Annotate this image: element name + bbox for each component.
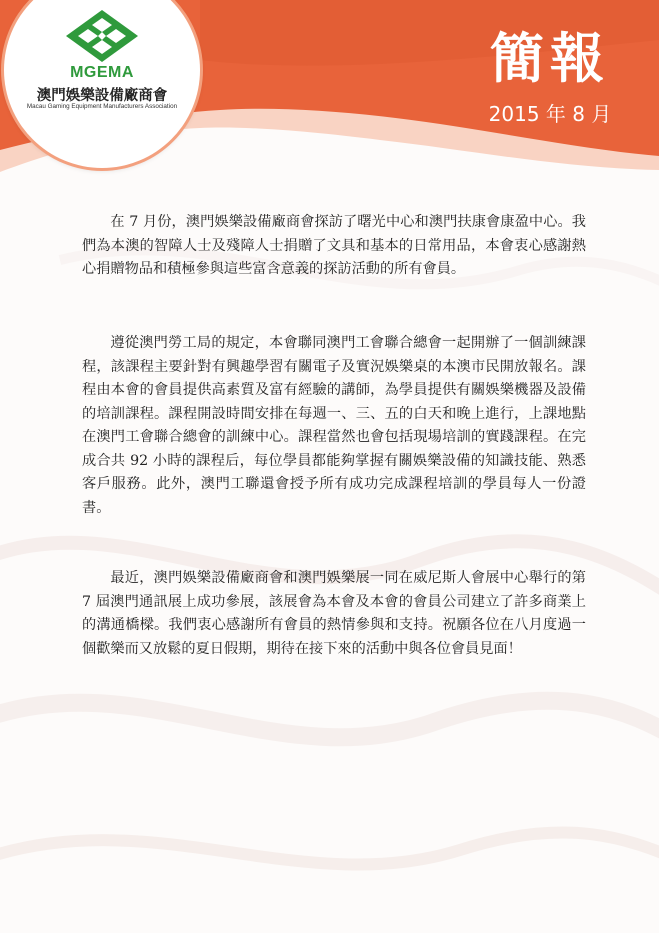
page-title: 簡報: [490, 27, 610, 90]
logo-acronym: MGEMA: [70, 64, 134, 81]
mgema-logo-icon: [66, 10, 138, 62]
logo-name-chinese: 澳門娛樂設備廠商會: [36, 88, 168, 104]
paragraph-training-course: 遵從澳門勞工局的規定，本會聯同澳門工會聯合總會一起開辦了一個訓練課程，該課程主要針對有興趣學習有關電子及實況娛樂桌的本澳市民開放報名。課程由本會的會員提供高素質及富有經驗的講師，為學員提供有關娛樂機器及設備的培訓課程。課程開設時間安排在每週一、三、五的白天和晚上進行，上課地點在澳門工會聯合總會的訓練中心。課程當然也會包括現場培訓的實踐課程。在完成合共 92 小時的課程后，每位學員都能夠掌握有關娛樂設備的知識技能、熟悉客戶服務。此外，澳門工聯還會授予所有成功完成課程培訓的學員每人一份證書。: [82, 335, 586, 516]
logo-name-english: Macau Gaming Equipment Manufacturers Association: [26, 103, 178, 110]
paragraph-exhibition: 最近，澳門娛樂設備廠商會和澳門娛樂展一同在威尼斯人會展中心舉行的第 7 屆澳門通訊展上成功參展，該展會為本會及本會的會員公司建立了許多商業上的溝通橋樑。我們衷心感謝所有會員的熱情參與和支持。祝願各位在八月度過一個歡樂而又放鬆的夏日假期，期待在接下來的活動中與各位會員見面！: [82, 570, 586, 657]
paragraph-visits: 在 7 月份，澳門娛樂設備廠商會探訪了曙光中心和澳門扶康會康盈中心。我們為本澳的智障人士及殘障人士捐贈了文具和基本的日常用品，本會衷心感謝熱心捐贈物品和積極參與這些富含意義的探訪活動的所有會員。: [82, 214, 586, 277]
issue-date: 2015 年 8 月: [488, 102, 612, 126]
